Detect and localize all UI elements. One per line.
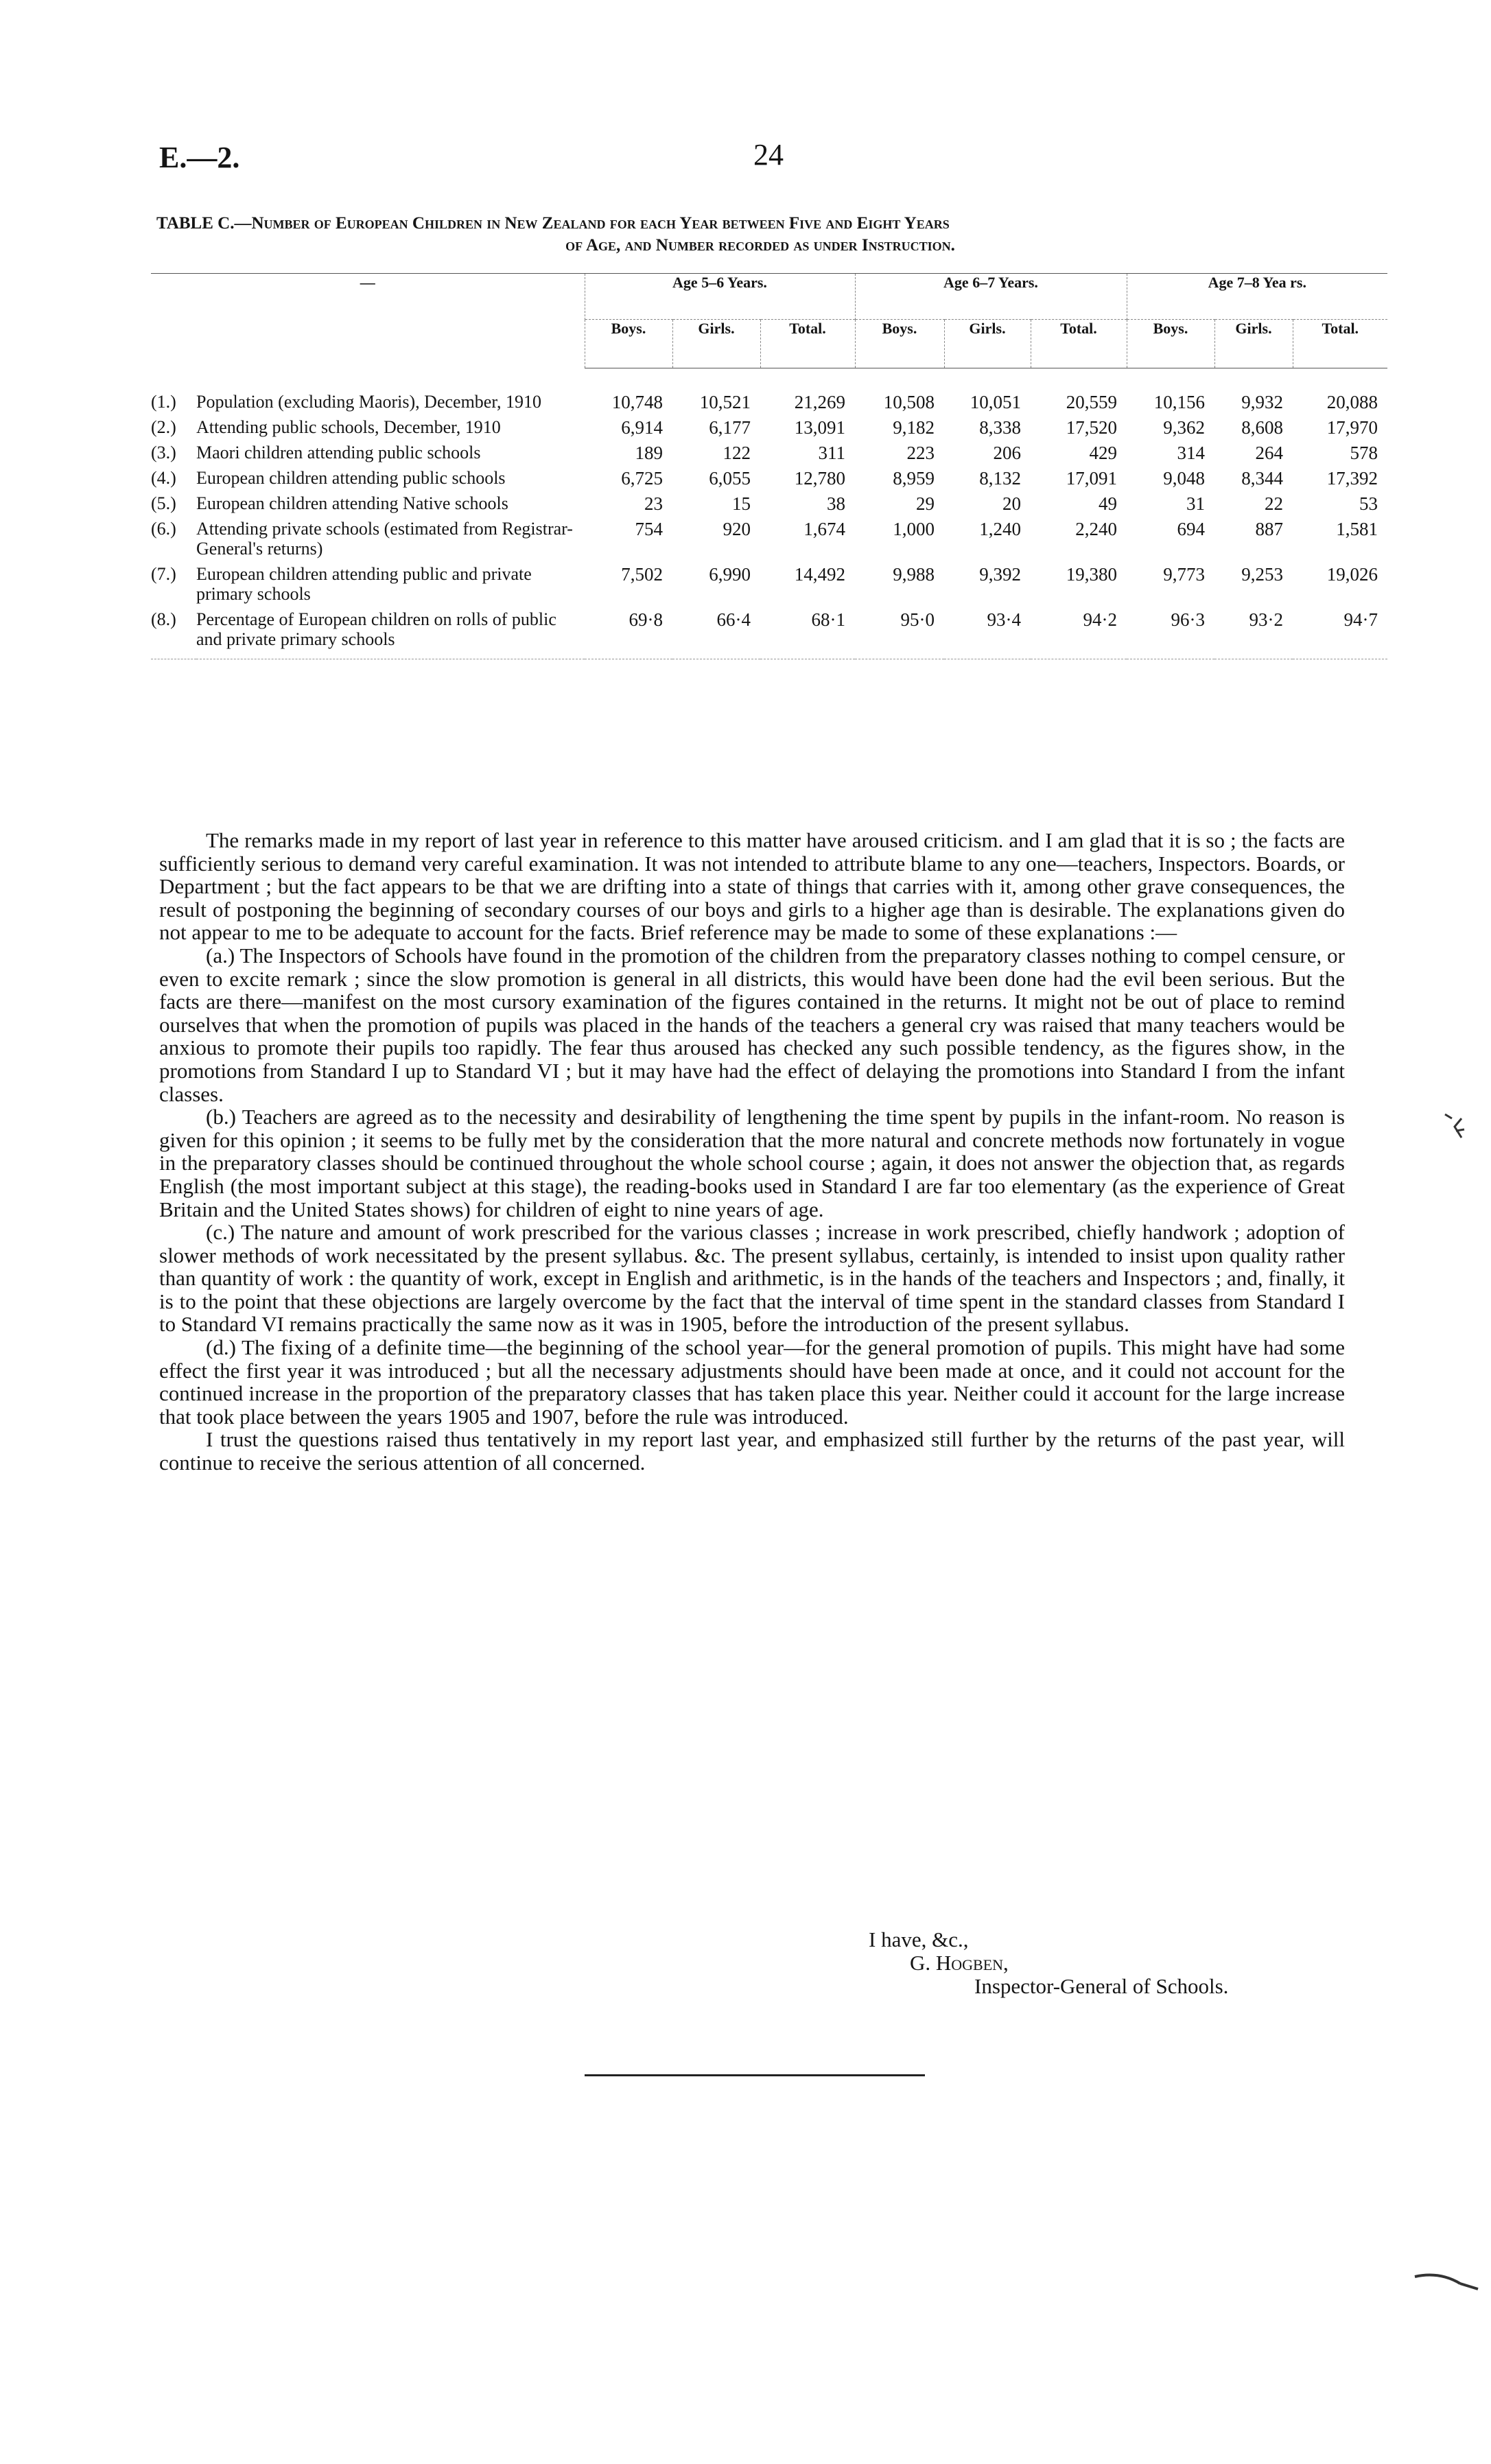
table-cell: 17,392 [1326, 467, 1378, 489]
table-cell: 49 [1099, 493, 1117, 514]
table-cell: 6,990 [709, 563, 751, 585]
table-cell: 264 [1255, 442, 1283, 463]
table-cell: 53 [1359, 493, 1378, 514]
row-label: Attending public schools, December, 1910 [196, 416, 501, 437]
table-cell: 10,748 [611, 392, 663, 412]
table-title-main: Number of European Children in New Zealand for each Year between Five and Eight Years [251, 214, 950, 233]
table-cell: 31 [1186, 493, 1205, 514]
col-boys: Boys. [585, 320, 672, 368]
row-index: (4.) [151, 467, 176, 488]
table-cell: 95·0 [855, 609, 944, 659]
table-cell: 578 [1350, 442, 1378, 463]
table-cell: 6,177 [709, 416, 751, 438]
table-cell: 94·2 [1031, 609, 1127, 659]
table-cell: 94·7 [1293, 609, 1387, 659]
row-index: (1.) [151, 391, 176, 412]
col-girls: Girls. [672, 320, 760, 368]
table-cell: 96·3 [1127, 609, 1214, 659]
table-cell: 22 [1265, 493, 1283, 514]
row-label: European children attending public and private primary schools [196, 563, 532, 604]
table-cell: 29 [916, 493, 935, 514]
paragraph: (c.) The nature and amount of work prescribed for the various classes ; increase in work prescribed, chiefly handwork ; adoption of slower methods of work necessitated by the present syllabus. &c. The present syllabus, certainly, is intended to insist upon quality rather than quantity of work : the quantity of work, except in English and arithmetic, is in the hands of the teachers and Inspectors ; and, finally, it is to the point that these objections are largely overcome by the fact that the interval of time spent in the standard classes from Standard I to Standard VI remains practically the same now as it was in 1905, before the introduction of the present syllabus. [159, 1220, 1345, 1337]
row-label: Attending private schools (estimated from Registrar-General's returns) [196, 518, 573, 559]
table-cell: 10,156 [1153, 392, 1205, 412]
data-table [151, 273, 1387, 659]
table-body [151, 368, 1387, 659]
age-group-7-8: Age 7–8 Yea rs. [1127, 274, 1387, 320]
table-cell: 9,048 [1163, 467, 1205, 489]
table-cell: 122 [723, 442, 751, 463]
table-cell: 21,269 [794, 392, 845, 412]
row-label: European children attending public schools [196, 467, 506, 488]
age-group-5-6: Age 5–6 Years. [585, 274, 855, 320]
margin-mark [1412, 2268, 1481, 2296]
col-girls: Girls. [1214, 320, 1293, 368]
table-cell: 10,051 [970, 392, 1021, 412]
table-row [151, 519, 1387, 564]
table-cell: 1,581 [1336, 518, 1378, 539]
table-cell: 754 [635, 518, 663, 539]
table-cell: 17,970 [1326, 416, 1378, 438]
paragraph: (d.) The fixing of a definite time—the beginning of the school year—for the general promotion of pupils. This might have had some effect the first year it was introduced ; but all the necessary adjustments should have been made at once, and it could not account for the continued increase in the proportion of the preparatory classes that has taken place this year. Neither could it account for the large increase that took place between the years 1905 and 1907, before the rule was introduced. [159, 1335, 1345, 1429]
table-cell: 9,392 [979, 563, 1021, 585]
table-row [151, 417, 1387, 443]
table-cell: 12,780 [794, 467, 845, 489]
table-title [156, 213, 1364, 257]
table-cell: 887 [1255, 518, 1283, 539]
table-title-prefix: TABLE C.— [156, 214, 252, 233]
body-text [159, 829, 1345, 1475]
table-cell: 9,932 [1241, 392, 1283, 412]
table-cell: 9,773 [1163, 563, 1205, 585]
table-cell: 206 [993, 442, 1021, 463]
age-group-6-7: Age 6–7 Years. [855, 274, 1127, 320]
signatory-title: Inspector-General of Schools. [974, 1974, 1229, 1998]
table-cell: 68·1 [760, 609, 855, 659]
table-cell: 20,088 [1326, 392, 1378, 412]
table-cell: 920 [723, 518, 751, 539]
table-cell: 17,520 [1066, 416, 1117, 438]
col-boys: Boys. [1127, 320, 1214, 368]
table-cell: 23 [644, 493, 663, 514]
table-cell: 6,914 [621, 416, 663, 438]
col-boys: Boys. [855, 320, 944, 368]
table-cell: 19,026 [1326, 563, 1378, 585]
table-row [151, 443, 1387, 468]
table-row [151, 609, 1387, 659]
table-cell: 8,959 [893, 467, 935, 489]
table-cell: 9,988 [893, 563, 935, 585]
row-index: (5.) [151, 493, 176, 513]
table-cell: 93·2 [1214, 609, 1293, 659]
row-index: (6.) [151, 518, 176, 539]
margin-mark [1441, 1110, 1468, 1151]
header-row-age-groups [151, 274, 1387, 320]
row-label: Population (excluding Maoris), December, 1910 [196, 391, 541, 412]
table-cell: 15 [732, 493, 751, 514]
table-cell: 8,344 [1241, 467, 1283, 489]
table-cell: 189 [635, 442, 663, 463]
table-cell: 311 [818, 442, 845, 463]
row-index: (7.) [151, 563, 176, 584]
table-cell: 20 [1002, 493, 1021, 514]
table-cell: 1,000 [893, 518, 935, 539]
table-cell: 9,182 [893, 416, 935, 438]
stub-header: — [151, 274, 585, 368]
table-cell: 429 [1089, 442, 1117, 463]
table-cell: 10,508 [883, 392, 935, 412]
table-cell: 13,091 [794, 416, 845, 438]
row-label: European children attending Native schools [196, 493, 508, 513]
table-cell: 66·4 [672, 609, 760, 659]
row-index: (8.) [151, 609, 196, 659]
table-cell: 8,132 [979, 467, 1021, 489]
table-cell: 2,240 [1075, 518, 1117, 539]
table-row [151, 493, 1387, 519]
table-cell: 17,091 [1066, 467, 1117, 489]
table-cell: 93·4 [944, 609, 1031, 659]
table-cell: 69·8 [585, 609, 672, 659]
table-cell: 1,674 [803, 518, 845, 539]
col-total: Total. [760, 320, 855, 368]
table-cell: 9,362 [1163, 416, 1205, 438]
col-total: Total. [1031, 320, 1127, 368]
table-cell: 14,492 [794, 563, 845, 585]
row-index: (2.) [151, 416, 176, 437]
table-cell: 20,559 [1066, 392, 1117, 412]
page-number: 24 [753, 138, 784, 172]
paragraph: (a.) The Inspectors of Schools have found in the promotion of the children from the preparatory classes nothing to compel censure, or even to excite remark ; since the slow promotion is general in all districts, this would have been done had the evil been serious. But the facts are there—manifest on the most cursory examination of the figures contained in the returns. It might not be out of place to remind ourselves that when the promotion of pupils was placed in the hands of the teachers a general cry was raised that many teachers would be anxious to promote their pupils too rapidly. The fear thus aroused has checked any such possible tendency, as the figures show, in the promotions from Standard I up to Standard VI ; but it may have had the effect of delaying the promotions into Standard I from the infant classes. [159, 943, 1345, 1106]
table-cell: 8,338 [979, 416, 1021, 438]
table-cell: 6,055 [709, 467, 751, 489]
signatory-name: G. Hogben, [910, 1951, 1009, 1975]
closing-line: I have, &c., [869, 1927, 969, 1951]
paragraph: I trust the questions raised thus tentatively in my report last year, and emphasized still further by the returns of the past year, will continue to receive the serious attention of all concerned. [159, 1427, 1345, 1475]
table-cell: 38 [827, 493, 845, 514]
document-reference: E.—2. [159, 141, 240, 174]
table-title-line-2: of Age, and Number recorded as under Instruction. [565, 236, 955, 255]
table-cell: 6,725 [621, 467, 663, 489]
table-row [151, 368, 1387, 417]
col-total: Total. [1293, 320, 1387, 368]
table-cell: 694 [1177, 518, 1205, 539]
table-title-line-1 [156, 213, 1364, 235]
table-cell: 223 [906, 442, 935, 463]
table-cell: 314 [1177, 442, 1205, 463]
table-cell: 10,521 [699, 392, 751, 412]
row-label: Maori children attending public schools [196, 442, 481, 462]
paragraph: The remarks made in my report of last year in reference to this matter have aroused criticism. and I am glad that it is so ; the facts are sufficiently serious to demand very careful examination. It was not intended to attribute blame to any one—teachers, Inspectors. Boards, or Department ; but the fact appears to be that we are drifting into a state of things that carries with it, among other grave consequences, the result of postponing the beginning of secondary courses of our boys and girls to a higher age than is desirable. The explanations given do not appear to me to be adequate to account for the facts. Brief reference may be made to some of these explanations :— [159, 828, 1345, 945]
row-label: Percentage of European children on rolls of public and private primary schools [196, 609, 585, 659]
paragraph: (b.) Teachers are agreed as to the necessity and desirability of lengthening the time spent by pupils in the infant-room. No reason is given for this opinion ; it seems to be fully met by the consideration that the more natural and concrete methods now fortunately in vogue in the preparatory classes should be continued throughout the whole school course ; again, it does not answer the objection that, as regards English (the most important subject at this stage), the reading-books used in Standard I are far too elementary (as the experience of Great Britain and the United States shows) for children of eight to nine years of age. [159, 1105, 1345, 1221]
table-cell: 7,502 [621, 563, 663, 585]
table-cell: 1,240 [979, 518, 1021, 539]
table-cell: 19,380 [1066, 563, 1117, 585]
table-row [151, 564, 1387, 609]
end-rule [585, 2074, 925, 2076]
table-cell: 9,253 [1241, 563, 1283, 585]
table-cell: 8,608 [1241, 416, 1283, 438]
table-row [151, 468, 1387, 493]
col-girls: Girls. [944, 320, 1031, 368]
row-index: (3.) [151, 442, 176, 462]
